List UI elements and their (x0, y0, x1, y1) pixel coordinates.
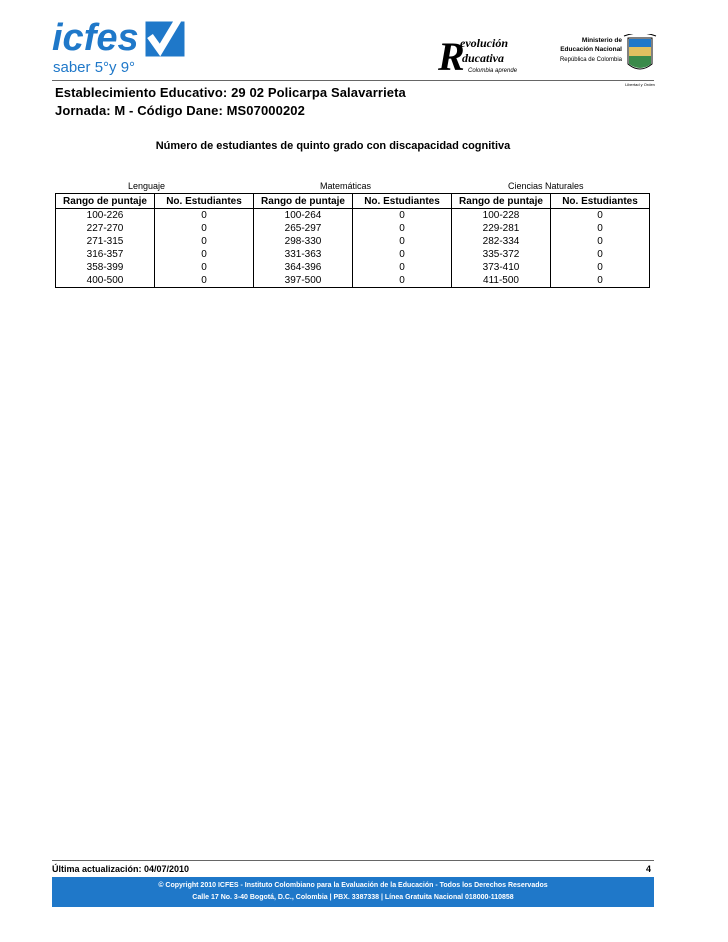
group-ciencias: Ciencias Naturales (508, 181, 584, 191)
table-cell: 0 (551, 222, 650, 235)
table-cell: 0 (155, 209, 254, 223)
table-cell: 0 (155, 235, 254, 248)
column-header: Rango de puntaje (56, 194, 155, 209)
school-info (55, 84, 406, 120)
table-cell: 100-264 (254, 209, 353, 223)
column-header: No. Estudiantes (353, 194, 452, 209)
svg-text:Ministerio de: Ministerio de (581, 37, 622, 44)
table-cell: 227-270 (56, 222, 155, 235)
table-cell: 0 (353, 235, 452, 248)
table-header-row (56, 194, 650, 209)
table-cell: 411-500 (452, 274, 551, 288)
table-cell: 0 (155, 274, 254, 288)
shift-dane-code: Jornada: M - Código Dane: MS07000202 (55, 103, 305, 118)
results-table (55, 193, 650, 288)
column-header: No. Estudiantes (155, 194, 254, 209)
table-cell: 400-500 (56, 274, 155, 288)
revolucion-educativa-logo (438, 34, 548, 82)
svg-text:Educación Nacional: Educación Nacional (560, 46, 622, 53)
table-row (56, 261, 650, 274)
coat-of-arms-icon (624, 34, 656, 69)
table-cell: 0 (353, 274, 452, 288)
table-cell: 229-281 (452, 222, 551, 235)
table-cell: 298-330 (254, 235, 353, 248)
table-cell: 331-363 (254, 248, 353, 261)
table-cell: 316-357 (56, 248, 155, 261)
table-cell: 0 (551, 235, 650, 248)
table-row (56, 248, 650, 261)
table-cell: 0 (155, 261, 254, 274)
table-cell: 0 (551, 248, 650, 261)
table-cell: 0 (551, 274, 650, 288)
table-cell: 373-410 (452, 261, 551, 274)
report-subtitle: Número de estudiantes de quinto grado con discapacidad cognitiva (155, 140, 511, 152)
table-cell: 358-399 (56, 261, 155, 274)
table-row (56, 222, 650, 235)
establishment-name: Establecimiento Educativo: 29 02 Policarpa Salavarrieta (55, 85, 406, 100)
address-text: Calle 17 No. 3-40 Bogotá, D.C., Colombia | PBX. 3387338 | Línea Gratuita Nacional 018000-110858 (192, 894, 514, 901)
table-cell: 282-334 (452, 235, 551, 248)
table-row (56, 274, 650, 288)
svg-text:saber 5°y 9°: saber 5°y 9° (53, 59, 136, 76)
table-cell: 0 (353, 222, 452, 235)
table-cell: 335-372 (452, 248, 551, 261)
svg-text:República de Colombia: República de Colombia (559, 57, 622, 63)
group-matematicas: Matemáticas (320, 181, 372, 191)
table-cell: 0 (353, 248, 452, 261)
header-divider (52, 80, 654, 81)
table-cell: 100-226 (56, 209, 155, 223)
table-cell: 0 (353, 261, 452, 274)
table-cell: 364-396 (254, 261, 353, 274)
page-header (52, 14, 655, 87)
table-row (56, 235, 650, 248)
table-cell: 265-297 (254, 222, 353, 235)
table-cell: 0 (551, 261, 650, 274)
footer-bar (52, 877, 654, 907)
last-updated: Última actualización: 04/07/2010 (52, 864, 190, 874)
column-header: Rango de puntaje (254, 194, 353, 209)
table-cell: 0 (551, 209, 650, 223)
svg-text:Colombia aprende: Colombia aprende (468, 68, 518, 74)
svg-text:R: R (438, 34, 465, 79)
table-row (56, 209, 650, 223)
column-header: Rango de puntaje (452, 194, 551, 209)
table-cell: 271-315 (56, 235, 155, 248)
column-header: No. Estudiantes (551, 194, 650, 209)
footer-divider (52, 860, 654, 861)
group-lenguaje: Lenguaje (128, 181, 166, 191)
table-cell: 100-228 (452, 209, 551, 223)
icfes-logo (52, 14, 212, 78)
copyright-text: © Copyright 2010 ICFES - Instituto Colombiano para la Evaluación de la Educación - Todos los Derechos Reservados (158, 882, 548, 889)
table-cell: 0 (353, 209, 452, 223)
svg-text:icfes: icfes (52, 17, 139, 59)
page-number: 4 (646, 864, 652, 874)
svg-text:evolución: evolución (460, 36, 508, 50)
table-cell: 0 (155, 222, 254, 235)
table-cell: 0 (155, 248, 254, 261)
svg-text:ducativa: ducativa (462, 51, 504, 65)
svg-text:Libertad y Orden: Libertad y Orden (625, 82, 655, 87)
table-cell: 397-500 (254, 274, 353, 288)
